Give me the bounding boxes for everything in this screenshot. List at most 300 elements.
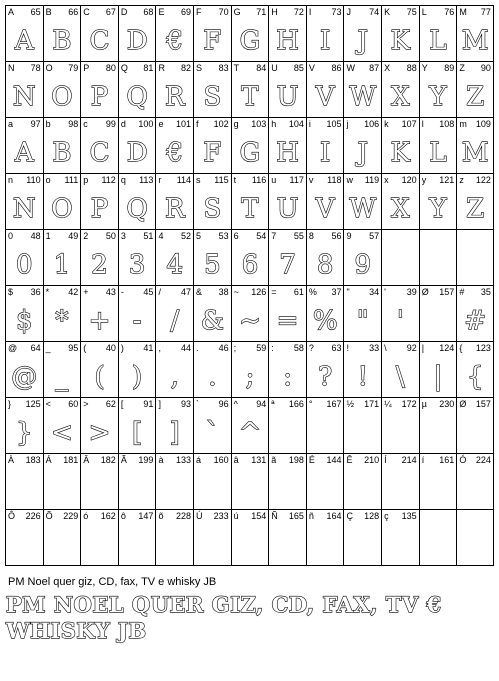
glyph-cell — [81, 118, 119, 173]
glyph-cell — [44, 62, 82, 117]
glyph-sample: H — [276, 138, 299, 168]
glyph-sample: B — [52, 26, 72, 56]
glyph-cell — [6, 174, 44, 229]
glyph-cell — [420, 398, 458, 453]
glyph-code: 53 — [218, 231, 229, 241]
glyph-sample — [457, 470, 493, 508]
glyph-row — [6, 62, 494, 118]
glyph-cell — [382, 454, 420, 509]
glyph-sample: / — [170, 306, 180, 336]
glyph-sample — [269, 470, 306, 508]
glyph-cell — [119, 510, 157, 565]
glyph-cell — [194, 398, 232, 453]
glyph-cell — [344, 6, 382, 61]
glyph-row — [6, 398, 494, 454]
glyph-cell — [44, 510, 82, 565]
glyph-sample — [119, 470, 156, 508]
glyph-label: ó — [83, 511, 89, 521]
glyph-label: 5 — [196, 231, 202, 241]
glyph-cell — [81, 342, 119, 397]
glyph-code: 64 — [30, 343, 41, 353]
glyph-sample: P — [90, 82, 109, 112]
glyph-code: 144 — [326, 455, 342, 465]
glyph-code: 233 — [213, 511, 229, 521]
glyph-label: C — [83, 7, 90, 17]
glyph-cell — [307, 230, 345, 285]
glyph-cell — [232, 398, 270, 453]
glyph-sample: Z — [466, 194, 485, 224]
glyph-cell — [194, 6, 232, 61]
glyph-label: Q — [120, 63, 128, 73]
glyph-sample: C — [89, 26, 110, 56]
glyph-cell — [420, 62, 458, 117]
glyph-cell — [119, 62, 157, 117]
glyph-sample: A — [14, 26, 34, 56]
glyph-cell — [307, 6, 345, 61]
glyph-code: 66 — [68, 7, 79, 17]
glyph-sample: - — [132, 306, 142, 336]
glyph-cell — [44, 342, 82, 397]
glyph-label: c — [83, 119, 88, 129]
glyph-sample — [344, 526, 381, 564]
glyph-label: b — [45, 119, 51, 129]
glyph-code: 70 — [218, 7, 229, 17]
glyph-label: õ — [158, 511, 164, 521]
glyph-label: ª — [271, 399, 275, 409]
glyph-sample: L — [429, 138, 447, 168]
glyph-sample — [156, 470, 193, 508]
glyph-code: 210 — [364, 455, 380, 465]
glyph-code: 116 — [251, 175, 267, 185]
glyph-code: 119 — [364, 175, 380, 185]
glyph-code: 41 — [143, 343, 154, 353]
glyph-sample: B — [52, 138, 72, 168]
glyph-code: 131 — [251, 455, 267, 465]
glyph-cell — [6, 6, 44, 61]
glyph-cell — [81, 398, 119, 453]
glyph-cell — [194, 342, 232, 397]
glyph-cell — [232, 62, 270, 117]
glyph-code: 37 — [331, 287, 342, 297]
glyph-sample: " — [356, 306, 369, 336]
glyph-label: É — [308, 455, 315, 465]
glyph-code: 164 — [326, 511, 342, 521]
glyph-code: 81 — [143, 63, 154, 73]
glyph-sample: $ — [16, 306, 33, 336]
glyph-label: ^ — [233, 399, 238, 409]
glyph-sample: T — [241, 194, 259, 224]
glyph-code: 135 — [401, 511, 417, 521]
glyph-cell — [156, 6, 194, 61]
glyph-sample: K — [390, 26, 411, 56]
glyph-label: ; — [233, 343, 237, 353]
glyph-label: ~ — [233, 287, 239, 297]
glyph-cell — [344, 510, 382, 565]
glyph-cell — [232, 230, 270, 285]
glyph-code: 230 — [439, 399, 455, 409]
glyph-label: Ç — [346, 511, 353, 521]
glyph-code: 39 — [406, 287, 417, 297]
glyph-sample — [81, 526, 118, 564]
glyph-label: r — [158, 175, 162, 185]
glyph-label: À — [8, 455, 15, 465]
glyph-label: O — [45, 63, 53, 73]
glyph-label: ã — [271, 455, 277, 465]
glyph-label: < — [45, 399, 51, 409]
glyph-sample: _ — [55, 362, 69, 392]
glyph-sample — [420, 302, 457, 340]
glyph-sample: L — [429, 26, 447, 56]
character-map-grid — [5, 5, 494, 566]
glyph-cell — [194, 286, 232, 341]
glyph-label: { — [459, 343, 463, 353]
glyph-cell — [269, 118, 307, 173]
glyph-label: ) — [120, 343, 124, 353]
glyph-sample: } — [16, 418, 33, 448]
glyph-label: , — [158, 343, 161, 353]
glyph-sample: D — [126, 26, 148, 56]
glyph-code: 115 — [214, 175, 229, 185]
glyph-cell — [81, 510, 119, 565]
glyph-label: ¼ — [384, 399, 392, 409]
glyph-cell — [382, 342, 420, 397]
glyph-code: 68 — [143, 7, 154, 17]
glyph-label: S — [196, 63, 203, 73]
glyph-cell — [382, 510, 420, 565]
glyph-code: 114 — [176, 175, 192, 185]
glyph-sample — [420, 470, 457, 508]
glyph-code: 47 — [181, 287, 192, 297]
glyph-cell — [156, 62, 194, 117]
glyph-code: 49 — [68, 231, 79, 241]
glyph-code: 106 — [364, 119, 380, 129]
glyph-cell — [420, 510, 458, 565]
glyph-cell — [44, 398, 82, 453]
glyph-sample: < — [51, 418, 73, 448]
glyph-sample — [6, 526, 43, 564]
glyph-sample: T — [241, 82, 259, 112]
glyph-code: 166 — [288, 399, 304, 409]
glyph-label: 4 — [158, 231, 164, 241]
glyph-code: 161 — [439, 455, 455, 465]
glyph-code: 65 — [30, 7, 41, 17]
glyph-label: u — [271, 175, 277, 185]
glyph-sample: > — [88, 418, 111, 448]
glyph-cell — [194, 62, 232, 117]
glyph-label: Õ — [45, 511, 53, 521]
glyph-sample — [307, 414, 344, 452]
glyph-code: 83 — [218, 63, 229, 73]
glyph-code: 46 — [218, 343, 229, 353]
glyph-label: | — [421, 343, 425, 353]
glyph-code: 43 — [105, 287, 116, 297]
glyph-label: A — [8, 7, 15, 17]
glyph-cell — [269, 342, 307, 397]
glyph-sample: X — [391, 82, 410, 112]
glyph-label: W — [346, 63, 355, 73]
glyph-label: : — [271, 343, 274, 353]
glyph-label: \ — [384, 343, 387, 353]
glyph-label: E — [158, 7, 165, 17]
glyph-code: 61 — [293, 287, 304, 297]
glyph-code: 56 — [331, 231, 342, 241]
glyph-code: 160 — [213, 455, 229, 465]
glyph-label: + — [83, 287, 89, 297]
glyph-code: 67 — [105, 7, 116, 17]
glyph-cell — [156, 174, 194, 229]
glyph-code: 122 — [475, 175, 491, 185]
glyph-cell — [232, 454, 270, 509]
glyph-sample: ( — [94, 362, 105, 392]
glyph-sample: R — [164, 194, 185, 224]
glyph-sample — [269, 526, 306, 564]
glyph-sample — [194, 526, 231, 564]
glyph-sample: . — [208, 362, 217, 392]
glyph-cell — [269, 286, 307, 341]
glyph-label: ` — [196, 399, 200, 409]
glyph-cell — [6, 398, 44, 453]
glyph-sample: ) — [132, 362, 143, 392]
glyph-cell — [307, 342, 345, 397]
glyph-row — [6, 454, 494, 510]
glyph-code: 112 — [101, 175, 116, 185]
glyph-sample: N — [12, 82, 36, 112]
glyph-cell — [81, 174, 119, 229]
glyph-sample — [344, 470, 381, 508]
glyph-label: - — [120, 287, 124, 297]
glyph-sample: Q — [126, 82, 148, 112]
glyph-row — [6, 230, 494, 286]
glyph-cell — [420, 174, 458, 229]
glyph-sample: H — [276, 26, 299, 56]
glyph-code: 90 — [480, 63, 491, 73]
glyph-code: 183 — [25, 455, 41, 465]
glyph-cell — [81, 230, 119, 285]
glyph-label: d — [120, 119, 126, 129]
glyph-cell — [307, 454, 345, 509]
glyph-label: * — [45, 287, 50, 297]
glyph-cell — [457, 454, 494, 509]
glyph-label: 2 — [83, 231, 89, 241]
glyph-cell — [382, 118, 420, 173]
glyph-code: 75 — [406, 7, 417, 17]
glyph-label: Â — [83, 455, 90, 465]
glyph-code: 55 — [293, 231, 304, 241]
glyph-cell — [457, 342, 494, 397]
glyph-label: @ — [8, 343, 18, 353]
glyph-code: 167 — [326, 399, 342, 409]
glyph-sample: \ — [396, 362, 405, 392]
glyph-cell — [194, 230, 232, 285]
glyph-cell — [344, 230, 382, 285]
glyph-code: 226 — [25, 511, 41, 521]
glyph-code: 121 — [439, 175, 455, 185]
glyph-cell — [232, 174, 270, 229]
glyph-label: ô — [120, 511, 126, 521]
glyph-sample: 4 — [166, 250, 184, 280]
glyph-row — [6, 286, 494, 342]
glyph-code: 157 — [439, 287, 455, 297]
glyph-cell — [156, 398, 194, 453]
glyph-label: } — [8, 399, 12, 409]
glyph-sample: M — [461, 138, 489, 168]
glyph-cell — [420, 454, 458, 509]
glyph-sample — [269, 414, 306, 452]
glyph-label: L — [421, 7, 427, 17]
glyph-sample: S — [203, 194, 222, 224]
glyph-sample — [382, 414, 419, 452]
glyph-code: 94 — [256, 399, 267, 409]
glyph-sample: [ — [132, 418, 143, 448]
glyph-cell — [44, 454, 82, 509]
glyph-sample: F — [203, 138, 222, 168]
glyph-label: R — [158, 63, 165, 73]
glyph-cell — [457, 174, 494, 229]
glyph-label: ú — [233, 511, 239, 521]
glyph-code: 82 — [181, 63, 192, 73]
glyph-cell — [232, 118, 270, 173]
glyph-code: 147 — [138, 511, 154, 521]
glyph-sample — [344, 414, 381, 452]
glyph-label: I — [308, 7, 312, 17]
glyph-label: Ø — [421, 287, 429, 297]
glyph-cell — [344, 342, 382, 397]
glyph-sample: I — [320, 26, 331, 56]
glyph-code: 107 — [401, 119, 417, 129]
glyph-label: G — [233, 7, 241, 17]
glyph-cell — [232, 286, 270, 341]
glyph-label: / — [158, 287, 161, 297]
glyph-sample — [156, 526, 193, 564]
sample-text-line-1: PM NOEL QUER GIZ, CD, FAX, TV € — [6, 592, 442, 617]
glyph-sample: ; — [245, 362, 255, 392]
glyph-sample: P — [90, 194, 109, 224]
glyph-label: i — [308, 119, 311, 129]
glyph-code: 157 — [475, 399, 491, 409]
glyph-label: 6 — [233, 231, 239, 241]
glyph-sample — [457, 526, 493, 564]
glyph-code: 165 — [288, 511, 304, 521]
glyph-label: 1 — [45, 231, 51, 241]
glyph-cell — [194, 510, 232, 565]
glyph-cell — [382, 62, 420, 117]
glyph-code: 123 — [475, 343, 491, 353]
glyph-label: ( — [83, 343, 87, 353]
glyph-sample: = — [276, 306, 299, 336]
glyph-sample — [44, 470, 81, 508]
glyph-cell — [307, 174, 345, 229]
glyph-code: 101 — [176, 119, 192, 129]
glyph-label: Á — [45, 455, 52, 465]
glyph-label: à — [158, 455, 164, 465]
glyph-code: 109 — [475, 119, 491, 129]
glyph-sample — [382, 526, 419, 564]
glyph-sample: 6 — [241, 250, 259, 280]
glyph-code: 38 — [218, 287, 229, 297]
glyph-sample: , — [170, 362, 179, 392]
glyph-code: 51 — [143, 231, 154, 241]
glyph-cell — [232, 510, 270, 565]
glyph-sample: W — [349, 82, 377, 112]
glyph-sample: 0 — [16, 250, 33, 280]
glyph-cell — [307, 286, 345, 341]
glyph-code: 54 — [256, 231, 267, 241]
glyph-sample: € — [166, 26, 184, 56]
glyph-label: Í — [384, 455, 387, 465]
glyph-sample — [307, 470, 344, 508]
glyph-label: % — [308, 287, 317, 297]
glyph-sample — [119, 526, 156, 564]
glyph-label: = — [271, 287, 277, 297]
glyph-sample: € — [166, 138, 184, 168]
glyph-label: a — [8, 119, 14, 129]
glyph-sample — [232, 526, 269, 564]
glyph-code: 77 — [480, 7, 491, 17]
glyph-label: q — [120, 175, 126, 185]
glyph-label: µ — [421, 399, 427, 409]
glyph-label: w — [346, 175, 353, 185]
glyph-code: 162 — [100, 511, 116, 521]
glyph-label: Ô — [8, 511, 16, 521]
glyph-cell — [344, 174, 382, 229]
glyph-label: T — [233, 63, 240, 73]
glyph-sample — [457, 246, 493, 284]
glyph-cell — [119, 342, 157, 397]
glyph-code: 199 — [138, 455, 154, 465]
glyph-cell — [156, 342, 194, 397]
glyph-code: 62 — [105, 399, 116, 409]
glyph-label: í — [421, 455, 425, 465]
glyph-label: m — [459, 119, 467, 129]
glyph-cell — [194, 118, 232, 173]
glyph-label: Ñ — [271, 511, 278, 521]
glyph-code: 44 — [181, 343, 192, 353]
glyph-sample — [6, 470, 43, 508]
glyph-code: 102 — [213, 119, 229, 129]
glyph-code: 88 — [406, 63, 417, 73]
glyph-code: 108 — [439, 119, 455, 129]
glyph-sample: M — [461, 26, 489, 56]
glyph-cell — [382, 174, 420, 229]
glyph-cell — [44, 230, 82, 285]
glyph-cell — [457, 286, 494, 341]
glyph-code: 182 — [100, 455, 116, 465]
glyph-cell — [344, 398, 382, 453]
glyph-label: > — [83, 399, 89, 409]
glyph-label: Ø — [459, 399, 467, 409]
glyph-code: 69 — [181, 7, 192, 17]
glyph-sample: O — [51, 82, 73, 112]
glyph-code: 60 — [68, 399, 79, 409]
glyph-cell — [457, 118, 494, 173]
glyph-label: ½ — [346, 399, 354, 409]
glyph-code: 228 — [176, 511, 192, 521]
glyph-cell — [307, 398, 345, 453]
glyph-sample: ~ — [239, 306, 261, 336]
glyph-cell — [119, 174, 157, 229]
glyph-label: s — [196, 175, 201, 185]
glyph-code: 117 — [289, 175, 304, 185]
glyph-label: N — [8, 63, 15, 73]
glyph-code: 128 — [364, 511, 380, 521]
glyph-sample: % — [312, 306, 338, 336]
sample-text-line-2: WHISKY JB — [6, 618, 147, 643]
glyph-label: 9 — [346, 231, 352, 241]
glyph-code: 59 — [256, 343, 267, 353]
glyph-sample: A — [14, 138, 34, 168]
glyph-code: 92 — [406, 343, 417, 353]
glyph-label: P — [83, 63, 90, 73]
